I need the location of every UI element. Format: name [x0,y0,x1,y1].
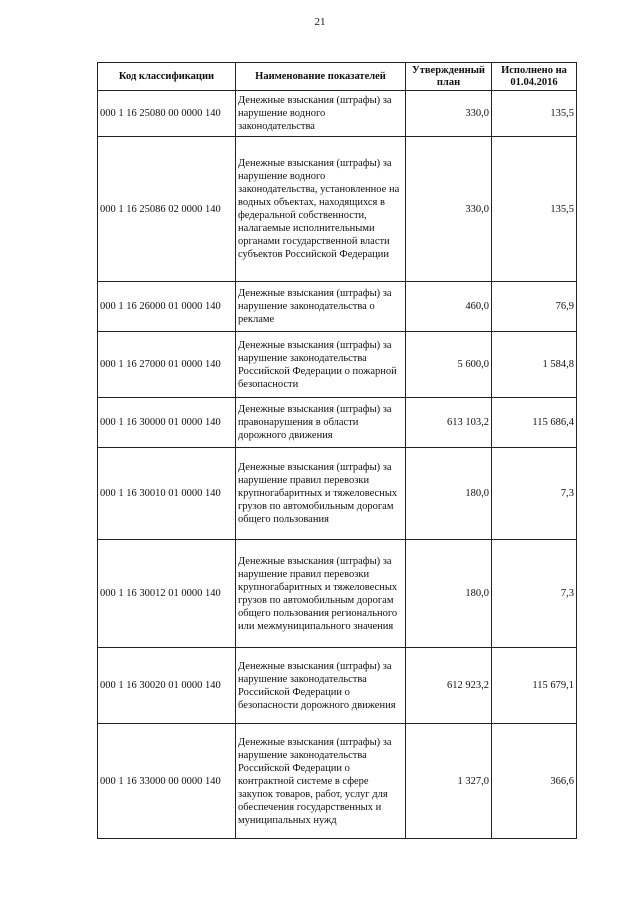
name-cell: Денежные взыскания (штрафы) за правонарушения в области дорожного движения [236,398,406,448]
table-row [98,332,577,398]
done-cell: 135,5 [492,91,577,137]
code-cell: 000 1 16 27000 01 0000 140 [98,332,236,398]
code-cell: 000 1 16 26000 01 0000 140 [98,282,236,332]
plan-cell: 330,0 [406,91,492,137]
name-cell: Денежные взыскания (штрафы) за нарушение правил перевозки крупногабаритных и тяжеловесных грузов по автомобильным дорогам общего пользования регионального или межмуниципального значения [236,540,406,648]
plan-cell: 330,0 [406,137,492,282]
header-name: Наименование показателей [236,63,406,91]
code-cell: 000 1 16 30020 01 0000 140 [98,648,236,724]
done-cell: 7,3 [492,448,577,540]
plan-cell: 613 103,2 [406,398,492,448]
done-cell: 1 584,8 [492,332,577,398]
header-code: Код классификации [98,63,236,91]
done-cell: 76,9 [492,282,577,332]
code-cell: 000 1 16 30000 01 0000 140 [98,398,236,448]
done-cell: 115 679,1 [492,648,577,724]
name-cell: Денежные взыскания (штрафы) за нарушение правил перевозки крупногабаритных и тяжеловесных грузов по автомобильным дорогам общего пользования [236,448,406,540]
code-cell: 000 1 16 33000 00 0000 140 [98,724,236,839]
plan-cell: 460,0 [406,282,492,332]
plan-cell: 612 923,2 [406,648,492,724]
name-cell: Денежные взыскания (штрафы) за нарушение водного законодательства, установленное на водных объектах, находящихся в федеральной собственности, налагаемые исполнительными органами государственной власти субъектов Российской Федерации [236,137,406,282]
budget-table [97,62,577,839]
name-cell: Денежные взыскания (штрафы) за нарушение водного законодательства [236,91,406,137]
page-number: 21 [314,16,326,28]
done-cell: 366,6 [492,724,577,839]
table-row [98,398,577,448]
table-row [98,282,577,332]
plan-cell: 180,0 [406,448,492,540]
table-row [98,91,577,137]
name-cell: Денежные взыскания (штрафы) за нарушение законодательства Российской Федерации о безопасности дорожного движения [236,648,406,724]
table-row [98,448,577,540]
header-done: Исполнено на 01.04.2016 [492,63,577,91]
table-row [98,724,577,839]
code-cell: 000 1 16 30012 01 0000 140 [98,540,236,648]
name-cell: Денежные взыскания (штрафы) за нарушение законодательства Российской Федерации о контрактной системе в сфере закупок товаров, работ, услуг для обеспечения государственных и муниципальных нужд [236,724,406,839]
code-cell: 000 1 16 25080 00 0000 140 [98,91,236,137]
code-cell: 000 1 16 25086 02 0000 140 [98,137,236,282]
name-cell: Денежные взыскания (штрафы) за нарушение законодательства о рекламе [236,282,406,332]
done-cell: 115 686,4 [492,398,577,448]
name-cell: Денежные взыскания (штрафы) за нарушение законодательства Российской Федерации о пожарной безопасности [236,332,406,398]
plan-cell: 180,0 [406,540,492,648]
table-row [98,137,577,282]
code-cell: 000 1 16 30010 01 0000 140 [98,448,236,540]
done-cell: 7,3 [492,540,577,648]
header-plan: Утвержденный план [406,63,492,91]
table-header-row [98,63,577,91]
table-row [98,648,577,724]
done-cell: 135,5 [492,137,577,282]
table-row [98,540,577,648]
plan-cell: 1 327,0 [406,724,492,839]
plan-cell: 5 600,0 [406,332,492,398]
